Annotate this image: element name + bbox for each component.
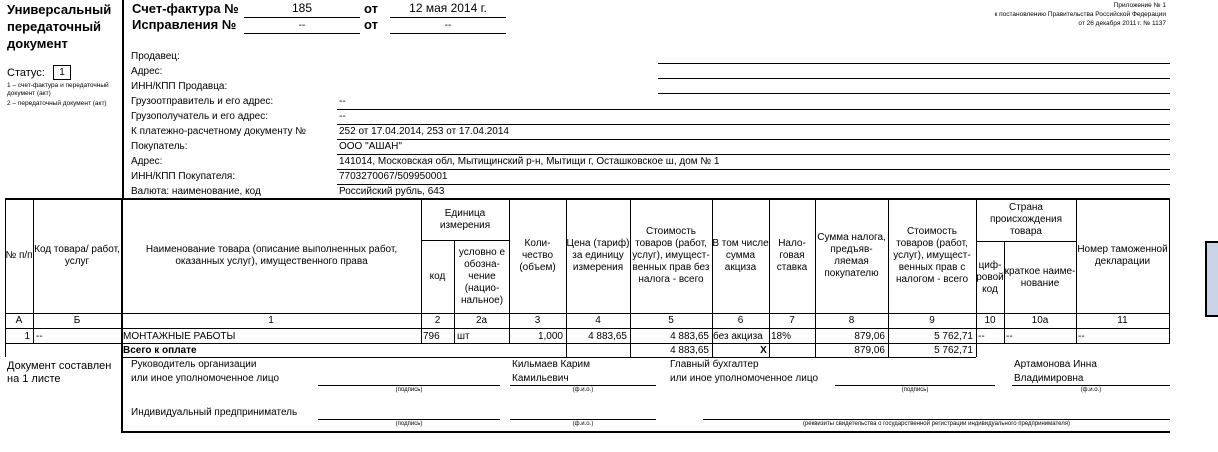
row-unit-code: 796 (423, 330, 440, 342)
invoice-label: Счет-фактура № (132, 1, 239, 16)
payment-doc-value: 252 от 17.04.2014, 253 от 17.04.2014 (339, 126, 509, 137)
idx-cell: 1 (268, 315, 274, 326)
head-title-1: Руководитель организации (131, 359, 257, 370)
currency-label: Валюта: наименование, код (131, 186, 261, 197)
left-separator (122, 0, 124, 198)
idx-cell: 5 (668, 315, 674, 326)
row-cost: 4 883,65 (670, 330, 709, 342)
idx-cell: 9 (929, 315, 935, 326)
status-value: 1 (53, 65, 71, 80)
th-rate: Нало-говая ставка (776, 238, 808, 273)
idx-cell: 11 (1117, 315, 1128, 326)
row-qty: 1,000 (537, 330, 563, 342)
idx-cell: 7 (789, 315, 795, 326)
status-note-1: 1 – счет-фактура и передаточный документ (акт) (7, 82, 109, 97)
idx-cell: 6 (737, 315, 744, 326)
th-qty: Коли-чество (объем) (519, 238, 556, 273)
acc-title-1: Главный бухгалтер (670, 359, 759, 370)
currency-value: Российский рубль, 643 (339, 186, 445, 197)
correction-label: Исправления № (132, 17, 237, 32)
idx-cell: 4 (595, 315, 601, 326)
idx-cell: 8 (848, 315, 855, 326)
buyer-label: Покупатель: (131, 141, 188, 152)
side-panel-tab[interactable] (1205, 241, 1218, 317)
total-sum: 5 762,71 (934, 345, 973, 356)
th-unit-name: условно е обозна-чение (нацио-нальное) (458, 247, 506, 306)
idx-cell: 10 (984, 315, 996, 326)
th-cost: Стоимость товаров (работ, услуг), имущест-венных прав без налога - всего (632, 226, 710, 285)
payment-doc-label: К платежно-расчетному документу № (131, 126, 307, 137)
row-country-name: -- (1006, 330, 1013, 342)
status-note-2: 2 – передаточный документ (акт) (7, 100, 107, 107)
document-title: Универсальный передаточный документ (7, 2, 112, 51)
th-excise: В том числе сумма акциза (712, 238, 769, 273)
invoice-ot: от (364, 1, 378, 16)
idx-cell: 2 (434, 315, 441, 326)
th-country-code: циф-ровой код (976, 259, 1004, 295)
idx-cell: 2а (475, 315, 488, 326)
head-name-2: Камильевич (512, 373, 569, 384)
row-price: 4 883,65 (588, 330, 627, 342)
buyer-address-label: Адрес: (131, 156, 163, 167)
shipper-value: -- (339, 96, 346, 107)
row-total: 5 762,71 (934, 330, 973, 342)
total-cost: 4 883,65 (670, 345, 709, 356)
buyer-value: ООО "АШАН" (339, 141, 402, 152)
row-excise: без акциза (713, 330, 763, 342)
head-name-1: Кильмаев Карим (512, 359, 590, 370)
status-label: Статус: (7, 67, 45, 79)
invoice-number: 185 (291, 1, 313, 15)
acc-fio-caption: (ф.и.о.) (1080, 387, 1102, 393)
total-excise-x: X (760, 344, 767, 356)
row-num: 1 (24, 330, 30, 342)
ent-requisites-caption: (реквизиты свидетельства о государственной регистрации индивидуального предпринимателя) (802, 421, 1071, 427)
row-rate: 18% (771, 330, 792, 342)
head-fio-caption: (ф.и.о.) (572, 387, 594, 393)
appendix-2: к постановлению Правительства Российской Федерации (994, 11, 1166, 18)
th-unit: Единица измерения (439, 207, 491, 231)
invoice-date: 12 мая 2014 г. (409, 1, 487, 15)
total-label: Всего к оплате (123, 345, 197, 356)
acc-sign-caption: (подпись) (901, 387, 929, 393)
th-country-name: краткое наиме-нование (1004, 265, 1076, 289)
buyer-inn-label: ИНН/КПП Покупателя: (131, 171, 236, 182)
acc-title-2: или иное уполномоченное лицо (670, 373, 819, 384)
total-tax: 879,06 (854, 345, 885, 356)
correction-ot: от (364, 17, 378, 32)
idx-cell: А (15, 315, 23, 326)
entrepreneur-label: Индивидуальный предприниматель (131, 407, 298, 418)
row-country-code: -- (978, 330, 985, 342)
buyer-inn-value: 7703270067/509950001 (339, 171, 448, 182)
correction-number: -- (298, 20, 306, 31)
idx-cell: Б (73, 315, 81, 326)
head-sign-caption: (подпись) (395, 387, 423, 393)
ent-sign-caption: (подпись) (395, 421, 423, 427)
th-total: Стоимость товаров (работ, услуг), имущест-венных прав с налогом - всего (893, 226, 971, 285)
th-num: № п/п (5, 250, 33, 261)
doc-sheets: Документ составлен на 1 листе (7, 360, 112, 385)
th-country: Страна происхождения товара (989, 202, 1063, 237)
acc-name-1: Артамонова Инна (1014, 359, 1097, 370)
th-code: Код товара/ работ, услуг (34, 244, 120, 267)
correction-date: -- (444, 20, 452, 31)
head-title-2: или иное уполномоченное лицо (131, 373, 280, 384)
row-name: МОНТАЖНЫЕ РАБОТЫ (123, 330, 236, 342)
seller-address-label: Адрес: (131, 66, 163, 77)
row-customs: -- (1078, 330, 1085, 342)
th-price: Цена (тариф) за единицу измерения (566, 238, 630, 273)
consignee-label: Грузополучатель и его адрес: (131, 111, 268, 122)
buyer-address-value: 141014, Московская обл, Мытищинский р-н, Мытищи г, Осташковское ш, дом № 1 (339, 156, 720, 167)
th-name: Наименование товара (описание выполненных работ, оказанных услуг), имущественного права (145, 244, 398, 267)
th-tax: Сумма налога, предъяв-ляемая покупателю (817, 232, 886, 279)
row-unit-name: шт (457, 330, 470, 342)
th-customs: Номер таможенной декларации (1077, 244, 1168, 267)
seller-inn-label: ИНН/КПП Продавца: (131, 81, 228, 92)
seller-label: Продавец: (131, 51, 180, 62)
consignee-value: -- (339, 111, 346, 122)
ent-fio-caption: (ф.и.о.) (572, 421, 594, 427)
acc-name-2: Владимировна (1014, 373, 1084, 384)
appendix-3: от 26 декабря 2011 г. № 1137 (1078, 20, 1166, 27)
idx-cell: 10а (1031, 315, 1049, 326)
row-code: -- (36, 330, 43, 342)
row-tax: 879,06 (854, 330, 885, 342)
th-unit-code: код (429, 271, 446, 282)
idx-cell: 3 (534, 315, 541, 326)
appendix-1: Приложение № 1 (1113, 2, 1166, 9)
shipper-label: Грузоотправитель и его адрес: (131, 96, 274, 107)
